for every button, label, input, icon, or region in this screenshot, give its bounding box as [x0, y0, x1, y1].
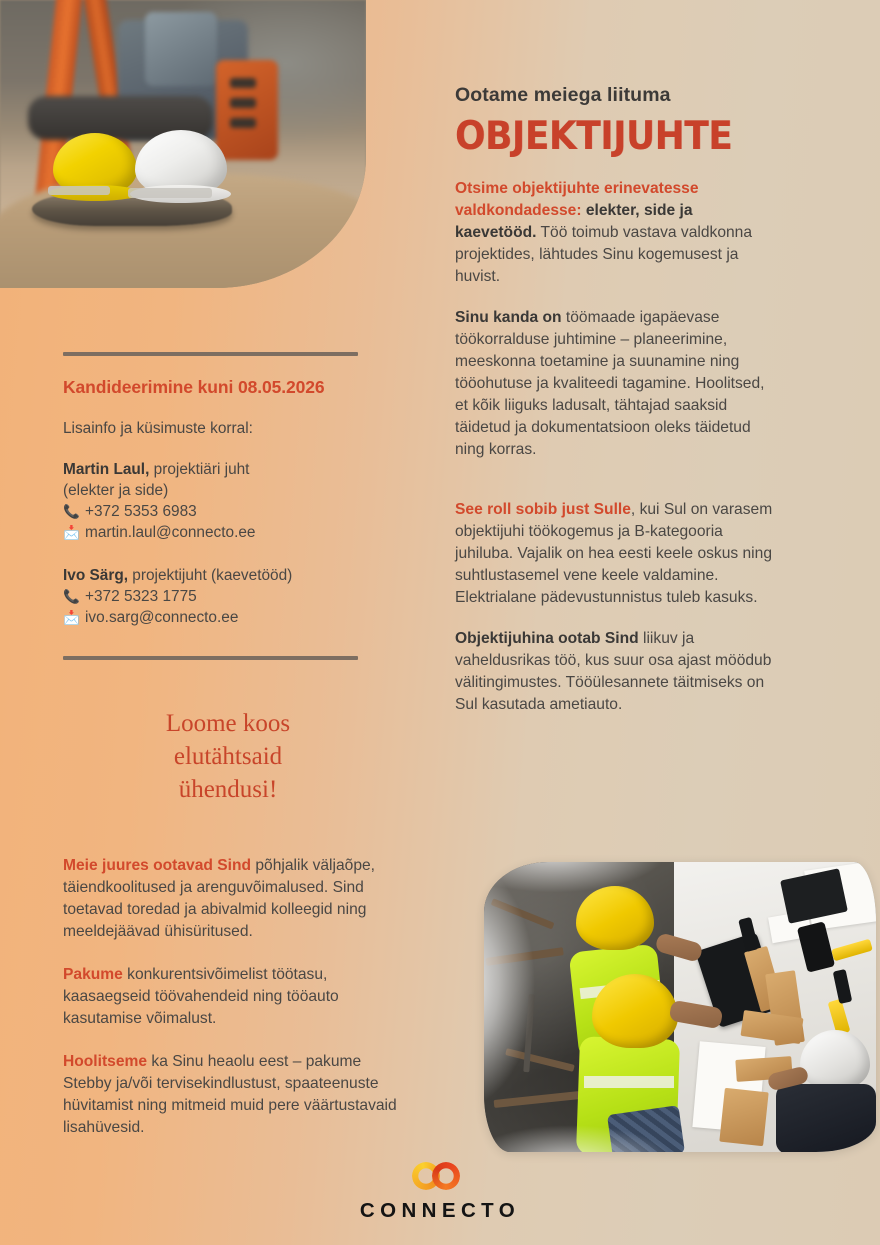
phone-icon: 📞: [63, 504, 80, 520]
paragraph-responsibilities: [455, 307, 775, 461]
contact-role-second-line: (elekter ja side): [63, 481, 169, 499]
right-text-column: [455, 84, 775, 716]
eyebrow-text: Ootame meiega liituma: [455, 84, 671, 106]
paragraph-body: põhjalik väljaõpe, täiendkoolitused ja arenguvõimalused. Sind toetavad toredad ja abivalmid kolleegid ning meeldejäävad ühisüritused.: [63, 857, 375, 940]
paragraph-body: ka Sinu heaolu eest – pakume Stebby ja/või tervisekindlustust, spaateenuste hüvitamist ning mitmeid muid pere väärtustavaid lisahüvesid.: [63, 1052, 397, 1136]
contact-phone[interactable]: +372 5323 1775: [85, 587, 197, 605]
paragraph-body: , kui Sul on varasem objektijuhi töökogemus ja B-kategooria juhiluba. Vajalik on hea eesti keele oskus ning suhtlustasemel vene keele valdamine. Elektrialane pädevustunnistus tuleb kasuks.: [455, 500, 773, 606]
contact-email-row[interactable]: [63, 608, 393, 629]
paragraph-body: töömaade igapäevase töökorralduse juhtimine – planeerimine, meeskonna toetamine ja suunamine ning tööohutuse ja kvaliteedi tagamine. Hoolitsed, et kõik liiguks ladusalt, tähtajad saaksid täidetud ja dokumentatsioon oleks täidetud ning korras.: [455, 308, 765, 458]
top-left-photo: [0, 0, 366, 288]
contact-name: Martin Laul,: [63, 461, 150, 478]
paragraph-body: liikuv ja vaheldusrikas töö, kus suur osa ajast möödub välitingimustes. Tööülesannete täitmiseks on Sul kasutada ametiauto.: [455, 629, 772, 713]
paragraph-lead-red: Pakume: [63, 965, 123, 983]
company-tagline: [63, 708, 393, 806]
contact-email[interactable]: ivo.sarg@connecto.ee: [85, 608, 239, 626]
benefits-block: [63, 855, 408, 1139]
paragraph-work-conditions: [455, 628, 775, 716]
logo-wordmark: CONNECTO: [359, 1199, 521, 1222]
contact-person-2: [63, 566, 393, 629]
email-icon: 📩: [63, 525, 80, 541]
paragraph-lead-red: Meie juures ootavad Sind: [63, 857, 252, 874]
contact-name: Ivo Särg,: [63, 566, 129, 584]
contact-role: projektiäri juht: [149, 461, 250, 478]
paragraph-body: Töö toimub vastava valdkonna projektides, lähtudes Sinu kogemusest ja huvist.: [455, 223, 753, 285]
paragraph-wellbeing: [63, 1051, 408, 1139]
tagline-line-2: elutähtsaid: [173, 742, 283, 770]
paragraph-lead-black: Objektijuhina ootab Sind: [455, 629, 639, 647]
contact-name-role: [63, 566, 393, 587]
contact-email-row[interactable]: [63, 523, 393, 544]
contact-phone-row[interactable]: [63, 502, 393, 523]
paragraph-lead-black: Sinu kanda on: [455, 308, 562, 326]
contact-phone-row[interactable]: [63, 587, 393, 608]
paragraph-compensation: [63, 964, 408, 1030]
contact-name-role: [63, 460, 393, 481]
contact-email[interactable]: martin.laul@connecto.ee: [85, 523, 256, 541]
bottom-right-photo: [484, 862, 876, 1152]
more-info-label: Lisainfo ja küsimuste korral:: [63, 420, 253, 437]
connecto-rings-icon: [412, 1162, 468, 1190]
paragraph-development: [63, 855, 408, 943]
excavator-counterweight: [216, 60, 278, 160]
contact-role: projektijuht (kaevetööd): [128, 566, 293, 584]
email-icon: 📩: [63, 609, 80, 625]
hard-hat-strap: [128, 188, 212, 198]
paragraph-lead-red: Hoolitseme: [63, 1052, 148, 1070]
tagline-line-3: ühendusi!: [178, 775, 278, 803]
divider-bottom: [63, 656, 358, 660]
ring-right-icon: [432, 1162, 460, 1190]
tagline-line-1: Loome koos: [165, 710, 291, 737]
wooden-block: [719, 1088, 768, 1146]
phone-icon: 📞: [63, 588, 80, 604]
paragraph-lead-black: elekter, side ja kaevetööd.: [455, 201, 693, 241]
divider-top: [63, 352, 358, 356]
contact-person-1: [63, 460, 393, 544]
excavator-cab: [145, 12, 217, 86]
paragraph-lead-red: See roll sobib just Sulle: [455, 500, 631, 518]
application-deadline: Kandideerimine kuni 08.05.2026: [63, 377, 325, 397]
page-title: OBJEKTIJUHTE: [455, 114, 733, 159]
contact-block: [63, 352, 393, 660]
company-logo: [0, 1162, 880, 1223]
hard-hat-strap: [48, 186, 110, 195]
paragraph-fields: [455, 178, 775, 288]
paragraph-lead-red: Otsime objektijuhte erinevatesse valdkondadesse:: [455, 180, 699, 219]
paragraph-requirements: [455, 499, 775, 609]
paragraph-body: konkurentsivõimelist töötasu, kaasaegseid töövahendeid ning tööauto kasutamise võimalust.: [63, 965, 339, 1027]
contact-phone[interactable]: +372 5353 6983: [85, 502, 197, 520]
